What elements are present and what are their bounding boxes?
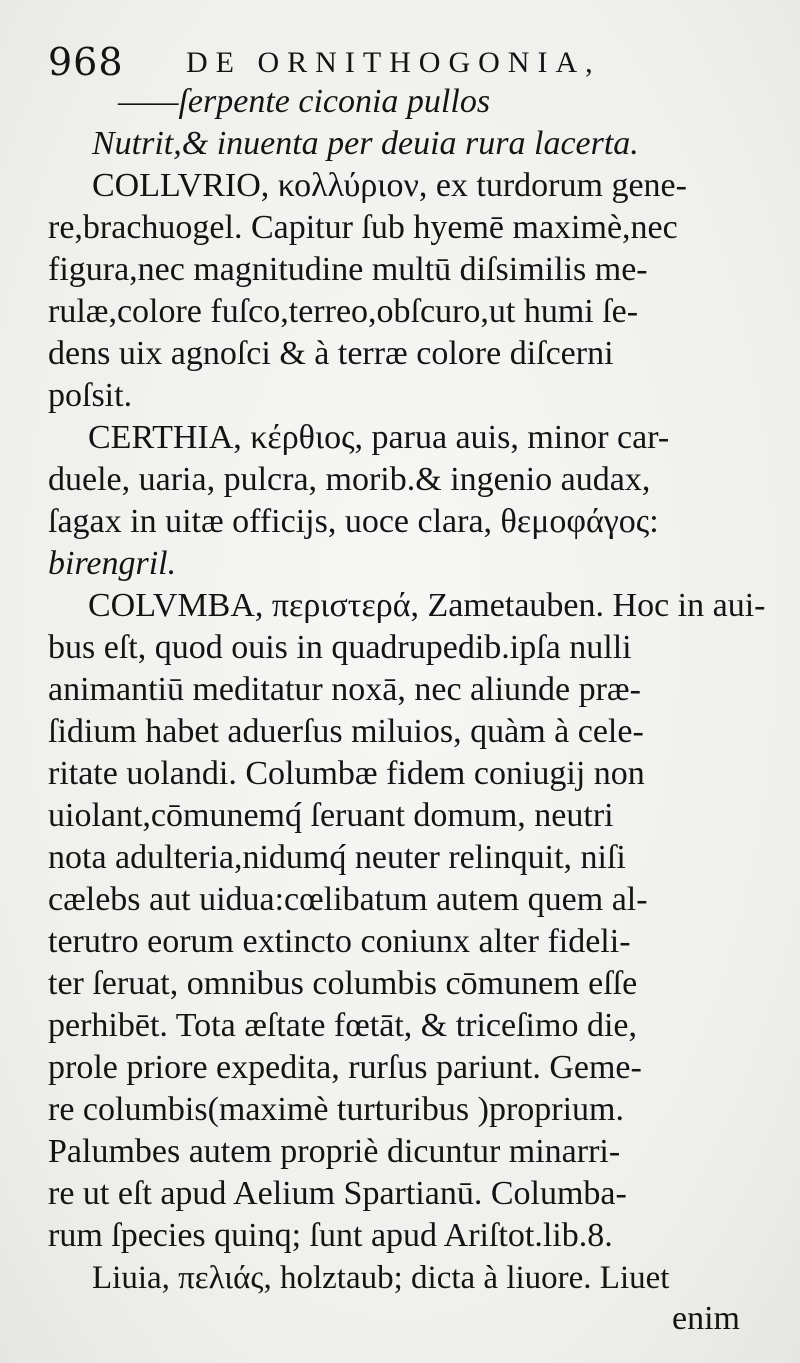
verse-line: Nutrit,& inuenta per deuia rura lacerta. [92, 125, 639, 162]
running-title: DE ORNITHOGONIA, [186, 46, 601, 79]
body-line: birengril. [48, 545, 177, 582]
body-line: dens uix agnoſci & à terræ colore diſcerni [48, 335, 614, 372]
body-line: figura,nec magnitudine multū diſsimilis me- [48, 251, 648, 288]
body-line: perhibēt. Tota æſtate fœtāt, & triceſimo die, [48, 1007, 637, 1044]
body-line: ſagax in uitæ officijs, uoce clara, θεμοφάγος: [48, 503, 659, 540]
body-line: rulæ,colore fuſco,terreo,obſcuro,ut humi ſe- [48, 293, 639, 330]
catchword: enim [672, 1300, 740, 1337]
page-number: 968 [48, 40, 124, 84]
body-line: Palumbes autem propriè dicuntur minarri- [48, 1133, 621, 1170]
body-line: prole priore expedita, rurſus pariunt. Geme- [48, 1049, 642, 1086]
body-line: ritate uolandi. Columbæ fidem coniugij non [48, 755, 645, 792]
body-line: cælebs aut uidua:cœlibatum autem quem al- [48, 881, 648, 918]
body-line: rum ſpecies quinq; ſunt apud Ariſtot.lib.8. [48, 1217, 613, 1254]
body-line: re ut eſt apud Aelium Spartianū. Columba- [48, 1175, 627, 1212]
verse-line: ——ſerpente ciconia pullos [118, 83, 491, 120]
body-line: animantiū meditatur noxā, nec aliunde præ- [48, 671, 641, 708]
body-line: re,brachuogel. Capitur ſub hyemē maximè,nec [48, 209, 678, 246]
body-line: uiolant,cōmunemq́ ſeruant domum, neutri [48, 797, 614, 834]
entry-line-collvrio: COLLVRIO, κολλύριον, ex turdorum gene- [92, 167, 687, 204]
entry-line-columba: COLVMBA, περιστερά, Zametauben. Hoc in aui- [88, 587, 766, 624]
entry-line-certhia: CERTHIA, κέρθιος, parua auis, minor car- [88, 419, 670, 456]
body-line: ſidium habet aduerſus miluios, quàm à cele- [48, 713, 644, 750]
body-line: poſsit. [48, 377, 133, 414]
entry-line-liuia: Liuia, πελιάς, holztaub; dicta à liuore. Liuet [92, 1260, 670, 1296]
body-line: nota adulteria,nidumq́ neuter relinquit, niſi [48, 839, 626, 876]
body-line: duele, uaria, pulcra, morib.& ingenio audax, [48, 461, 651, 498]
body-line: terutro eorum extincto coniunx alter fideli- [48, 923, 631, 960]
body-line: ter ſeruat, omnibus columbis cōmunem eſſe [48, 965, 638, 1002]
body-line: bus eſt, quod ouis in quadrupedib.ipſa nulli [48, 629, 632, 666]
body-line: re columbis(maximè turturibus )proprium. [48, 1091, 624, 1128]
